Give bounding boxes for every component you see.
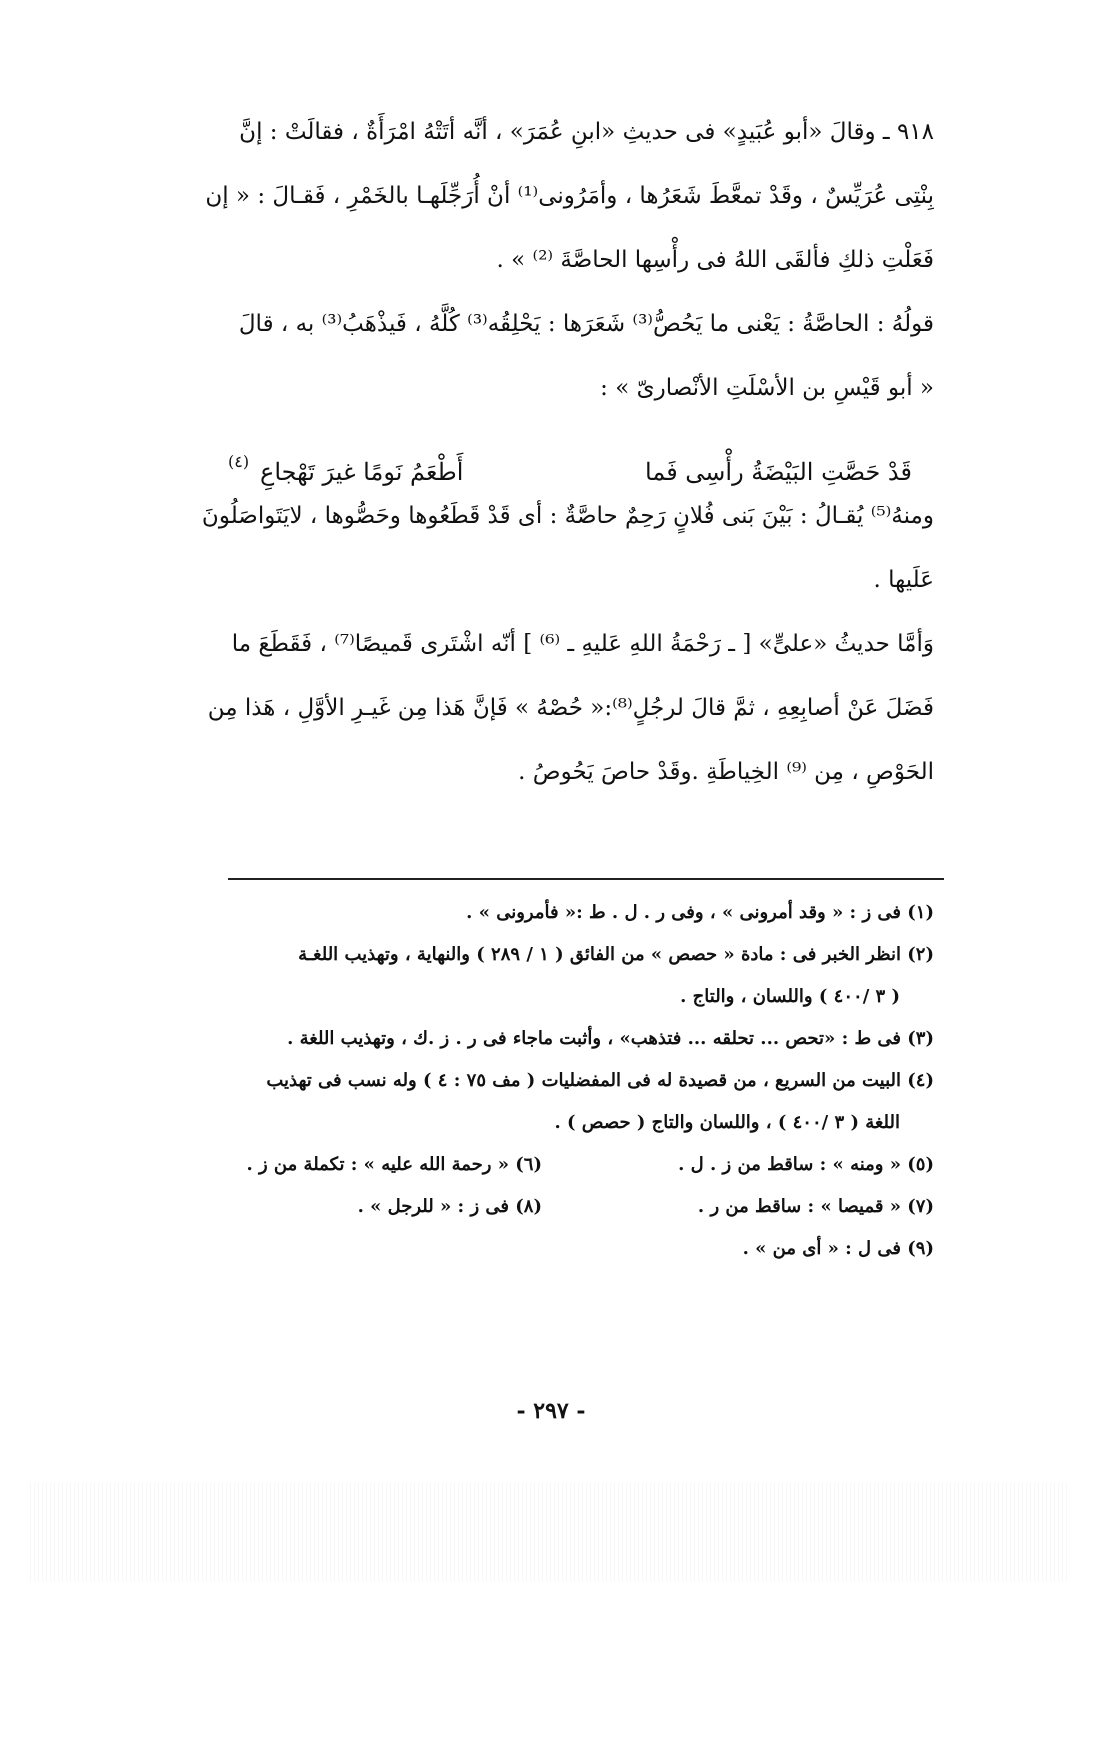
footnote: (٦) « رحمة الله عليه » : تكملة من ز . (246, 1154, 542, 1175)
text-line: عَلَيها . (873, 567, 934, 593)
footnote: (٩) فى ل : « أى من » . (742, 1238, 934, 1259)
text-line: وَأمَّا حديثُ «علىٍّ» [ ـ رَحْمَةُ اللهِ عَليهِ ـ ⁽⁶⁾ ] أنّه اشْتَرى قَميصًا⁽⁷⁾ ، فَقَطَعَ ما (231, 631, 934, 657)
page-number: - ٢٩٧ - (516, 1398, 586, 1424)
footnote: (٣) فى ط : «تحص ... تحلقه ... فتذهب» ، وأثبت ماجاء فى ر . ز .ك ، وتهذيب اللغة . (287, 1028, 934, 1049)
text-line: ومنهُ⁽⁵⁾ يُقـالُ : بَيْنَ بَنى فُلانٍ رَحِمٌ حاصَّةٌ : أى قَدْ قَطَعُوها وحَصُّوها ، لايَتَواصَلُونَ (201, 503, 934, 529)
footnote-pair (150, 1144, 934, 1186)
verse-footnote-ref: (٤) (228, 452, 250, 471)
text-line: قولُهُ : الحاصَّةُ : يَعْنى ما يَحُصُّ⁽³⁾ شَعَرَها : يَحْلِقُه⁽³⁾ كُلَّهُ ، فَيذْهَبُ⁽³⁾ به ، قالَ (238, 311, 934, 337)
footnote-continuation: ( ٣ /٤٠٠ ) واللسان ، والتاج . (680, 986, 900, 1007)
footnote-continuation: اللغة ( ٣ /٤٠٠ ) ، واللسان والتاج ( حصص ) . (554, 1112, 900, 1133)
footnote-divider (228, 878, 944, 880)
footnote: (٤) البيت من السريع ، من قصيدة له فى المفضليات ( مف ٧٥ : ٤ ) وله نسب فى تهذيب (266, 1070, 934, 1091)
main-text-top (150, 100, 934, 420)
footnotes (150, 892, 934, 1270)
text-line: بِنْتِى عُرَيِّسٌ ، وقَدْ تمعَّطَ شَعَرُها ، وأمَرُونى⁽¹⁾ أنْ أُرَجِّلَهـا بالخَمْرِ ، فَقـالَ : « إن (205, 183, 934, 209)
text-line: الحَوْصِ ، مِن ⁽⁹⁾ الخِياطَةِ .وقَدْ حاصَ يَحُوصُ . (518, 759, 934, 785)
text-line: « أبو قَيْسِ بن الأسْلَتِ الأنْصارىّ » : (600, 375, 934, 401)
footnote: (٧) « قميصا » : ساقط من ر . (697, 1196, 934, 1217)
footnote-pair (150, 1186, 934, 1228)
text-line: فَعَلْتِ ذلكِ فألقَى اللهُ فى رأْسِها الحاصَّةَ ⁽²⁾ » . (496, 247, 934, 273)
footnote: (١) فى ز : « وقد أمرونى » ، وفى ر . ل . ط :« فأمرونى » . (466, 902, 934, 923)
footnote: (٢) انظر الخبر فى : مادة « حصص » من الفائق ( ١ / ٢٨٩ ) والنهاية ، وتهذيب اللغـة (298, 944, 934, 965)
footnote: (٥) « ومنه » : ساقط من ز . ل . (678, 1154, 934, 1175)
verse-hemistich-second: أَطْعَمُ نَومًا غيرَ تَهْجاعِ (260, 458, 464, 486)
scan-noise (30, 1482, 1070, 1582)
footnote: (٨) فى ز : « للرجل » . (357, 1196, 542, 1217)
main-text-bottom (150, 484, 934, 804)
verse-hemistich-first: قَدْ حَصَّتِ البَيْضَةُ رأْسِى فَما (645, 458, 912, 486)
text-line: ٩١٨ ـ وقالَ «أبو عُبَيدٍ» فى حديثِ «ابنِ عُمَرَ» ، أنَّه أتَتْهُ امْرَأَةٌ ، فقالَتْ : إنَّ (239, 119, 934, 145)
text-line: فَضَلَ عَنْ أصابِعِهِ ، ثمَّ قالَ لرجُلٍ⁽⁸⁾:« حُصْهُ » فَإنَّ هَذا مِن غَيـرِ الأوَّلِ ، هَذا مِن (207, 695, 934, 721)
